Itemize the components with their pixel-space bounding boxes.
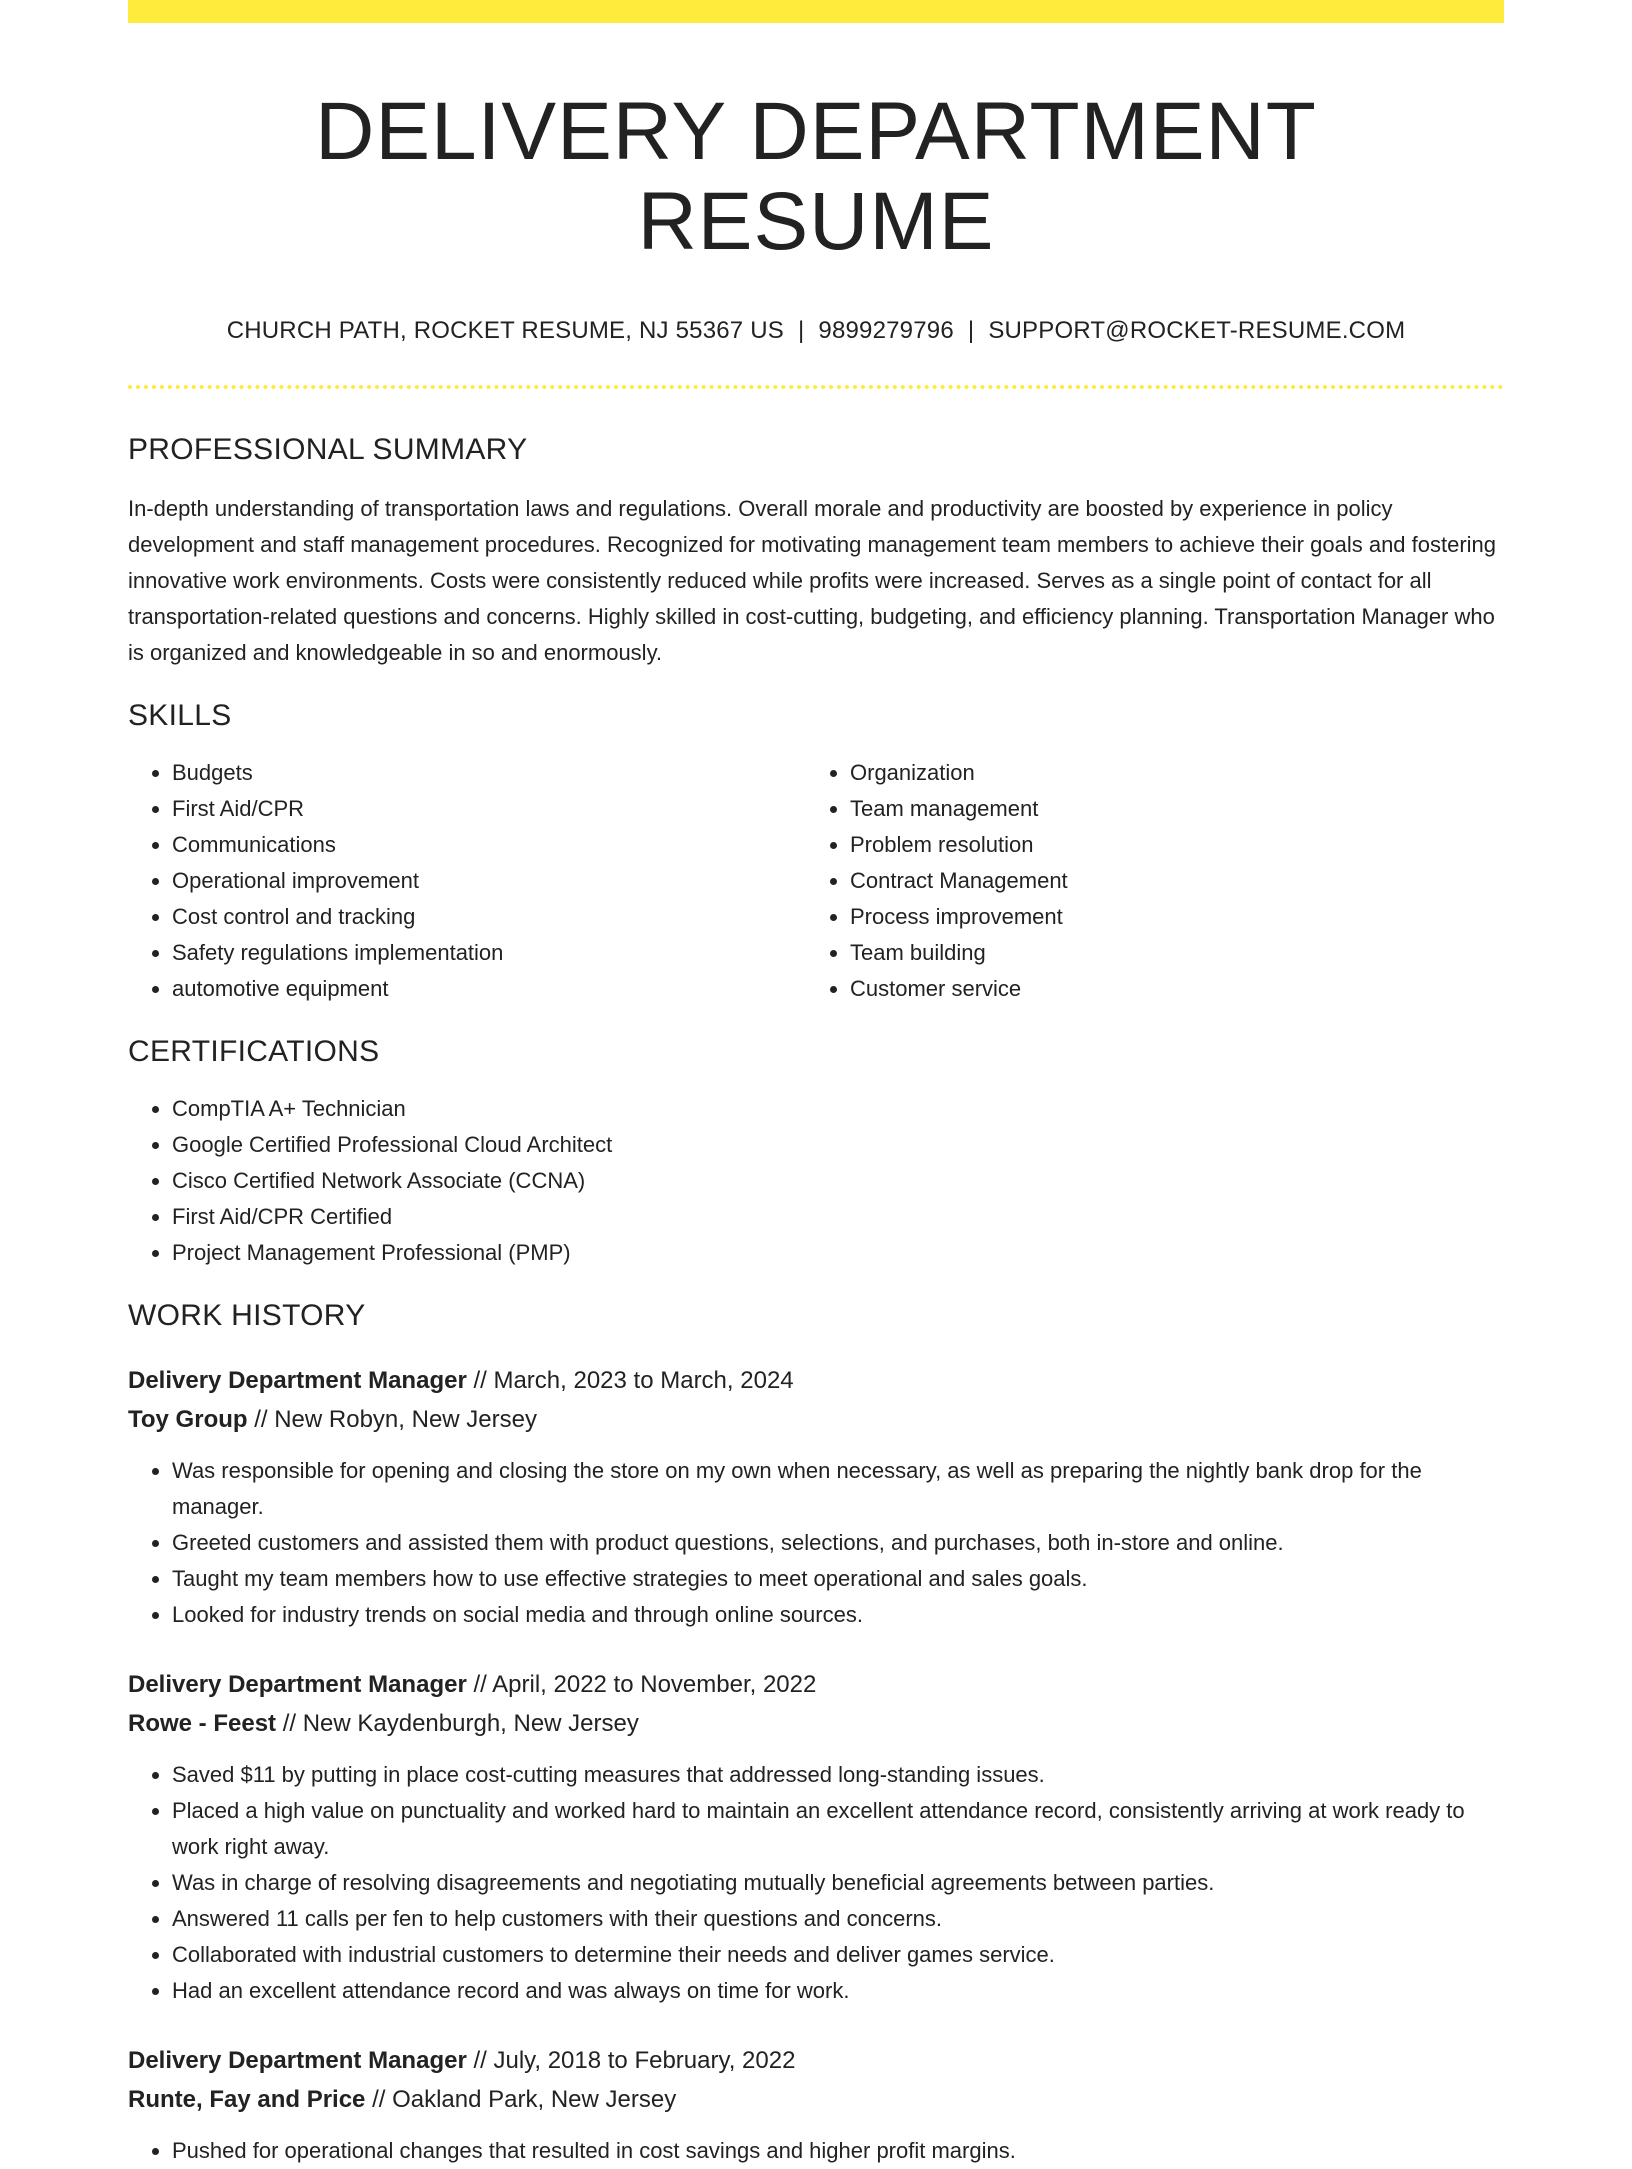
summary-text: In-depth understanding of transportation laws and regulations. Overall morale and productivity are boosted by experience in policy development and staff management procedures. Recognized for motivating management team members to achieve their goals and fostering innovative work environments. Costs were consistently reduced while profits were increased. Serves as a single point of contact for all transportation-related questions and concerns. Highly skilled in cost-cutting, budgeting, and efficiency planning. Transportation Manager who is organized and knowledgeable in so and enormously. <box>128 496 1497 666</box>
job-company: Runte, Fay and Price <box>128 2086 366 2114</box>
skill-item: • Team building <box>850 935 1484 971</box>
work-history-heading: WORK HISTORY <box>128 1299 366 1333</box>
job-bullets <box>128 2133 1504 2169</box>
certifications-section <box>128 1035 1504 1271</box>
skill-item: • First Aid/CPR <box>172 791 806 827</box>
job-bullet: • Saved $11 by putting in place cost-cutting measures that addressed long-standing issues. <box>172 1757 1504 1793</box>
job-bullets <box>128 1757 1504 2009</box>
job-title-line <box>128 2041 1504 2080</box>
job-company-line <box>128 2080 1504 2119</box>
job-company: Rowe - Feest <box>128 1710 277 1738</box>
job-title: Delivery Department Manager <box>128 1367 467 1395</box>
job-bullet: • Looked for industry trends on social media and through online sources. <box>172 1597 1504 1633</box>
job-bullet: • Collaborated with industrial customers to determine their needs and deliver games service. <box>172 1937 1504 1973</box>
skills-list-right <box>806 755 1484 1007</box>
certification-item: • First Aid/CPR Certified <box>172 1199 1504 1235</box>
job-title-line <box>128 1665 1504 1704</box>
skill-item: • Team management <box>850 791 1484 827</box>
job-entry <box>128 1665 1504 2009</box>
summary-heading: PROFESSIONAL SUMMARY <box>128 433 528 467</box>
resume-page <box>128 0 1504 2169</box>
certification-item: • CompTIA A+ Technician <box>172 1091 1504 1127</box>
work-history-section <box>128 1299 1504 2169</box>
certifications-heading: CERTIFICATIONS <box>128 1035 380 1069</box>
resume-title: DELIVERY DEPARTMENT RESUME <box>315 86 1317 268</box>
certification-item: • Project Management Professional (PMP) <box>172 1235 1504 1271</box>
job-company-line <box>128 1704 1504 1743</box>
skill-item: • Operational improvement <box>172 863 806 899</box>
job-company-line <box>128 1400 1504 1439</box>
skills-heading: SKILLS <box>128 699 232 733</box>
skill-item: • Cost control and tracking <box>172 899 806 935</box>
job-bullet: • Taught my team members how to use effective strategies to meet operational and sales goals. <box>172 1561 1504 1597</box>
skill-item: • Safety regulations implementation <box>172 935 806 971</box>
contact-email: SUPPORT@ROCKET-RESUME.COM <box>988 317 1406 345</box>
contact-separator: | <box>967 317 975 345</box>
job-entry <box>128 2041 1504 2169</box>
job-bullets <box>128 1453 1504 1633</box>
summary-section <box>128 433 1504 671</box>
job-bullet: • Answered 11 calls per fen to help customers with their questions and concerns. <box>172 1901 1504 1937</box>
contact-separator: | <box>797 317 805 345</box>
contact-address: CHURCH PATH, ROCKET RESUME, NJ 55367 US <box>226 317 784 345</box>
job-company: Toy Group <box>128 1406 248 1434</box>
job-bullet: • Placed a high value on punctuality and worked hard to maintain an excellent attendance record, consistently arriving at work ready to work right away. <box>172 1793 1504 1865</box>
skill-item: • Communications <box>172 827 806 863</box>
skills-section <box>128 699 1504 1007</box>
job-bullet: • Greeted customers and assisted them with product questions, selections, and purchases, both in-store and online. <box>172 1525 1504 1561</box>
skill-item: • Problem resolution <box>850 827 1484 863</box>
job-location: // New Kaydenburgh, New Jersey <box>276 1710 639 1738</box>
job-title: Delivery Department Manager <box>128 1671 467 1699</box>
job-bullet: • Was responsible for opening and closing the store on my own when necessary, as well as preparing the nightly bank drop for the manager. <box>172 1453 1504 1525</box>
job-bullet: • Had an excellent attendance record and was always on time for work. <box>172 1973 1504 2009</box>
certification-item: • Google Certified Professional Cloud Architect <box>172 1127 1504 1163</box>
skill-item: • automotive equipment <box>172 971 806 1007</box>
contact-line <box>128 317 1504 345</box>
job-location: // Oakland Park, New Jersey <box>365 2086 677 2114</box>
job-title: Delivery Department Manager <box>128 2047 467 2075</box>
skill-item: • Budgets <box>172 755 806 791</box>
job-bullet: • Pushed for operational changes that resulted in cost savings and higher profit margins. <box>172 2133 1504 2169</box>
certifications-list <box>128 1091 1504 1271</box>
job-dates: // July, 2018 to February, 2022 <box>466 2047 796 2075</box>
skill-item: • Customer service <box>850 971 1484 1007</box>
dotted-divider <box>128 385 1504 389</box>
top-accent-bar <box>128 0 1504 23</box>
skill-item: • Organization <box>850 755 1484 791</box>
skills-columns <box>128 755 1504 1007</box>
job-dates: // April, 2022 to November, 2022 <box>466 1671 817 1699</box>
contact-phone: 9899279796 <box>818 317 954 345</box>
skill-item: • Contract Management <box>850 863 1484 899</box>
skills-list-left <box>128 755 806 1007</box>
job-bullet: • Was in charge of resolving disagreements and negotiating mutually beneficial agreements between parties. <box>172 1865 1504 1901</box>
job-title-line <box>128 1361 1504 1400</box>
job-entry <box>128 1361 1504 1633</box>
job-dates: // March, 2023 to March, 2024 <box>466 1367 794 1395</box>
certification-item: • Cisco Certified Network Associate (CCNA) <box>172 1163 1504 1199</box>
skill-item: • Process improvement <box>850 899 1484 935</box>
job-location: // New Robyn, New Jersey <box>247 1406 537 1434</box>
